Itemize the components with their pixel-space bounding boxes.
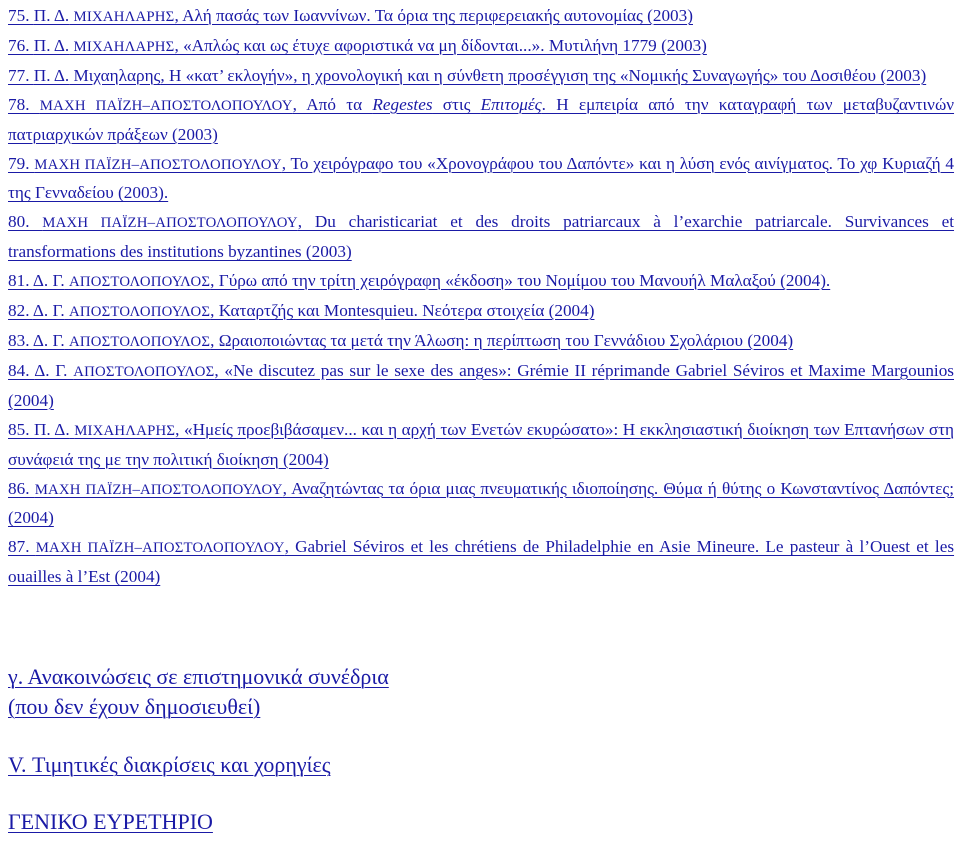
entry-title-italic: Regestes [372,94,433,114]
section-subheading-unpublished[interactable]: (που δεν έχουν δημοσιευθεί) [8,694,261,719]
entry-title: , «Ne discutez pas sur le sexe des anges»: Grémie II réprimande Gabriel Séviros et Maxime Margounios (2004) [8,360,954,410]
list-item[interactable] [8,2,954,32]
author-name: ΑΠΟΣΤΟΛΟΠΟΥΛΟΣ [68,333,211,350]
list-item[interactable] [8,533,954,592]
entry-title: , «Ημείς προεβιβάσαμεν... και η αρχή των Ενετών εκυρώσατο»: Η εκκλησιαστική διοίκηση των Επτανήσων στη συνάφειά της με την πολιτική διοίκηση (2004) [8,419,955,469]
entry-number: 82. [8,301,30,321]
entry-title: , Αναζητώντας τα όρια μιας πνευματικής ιδιοποίησης. Θύμα ή θύτης ο Κωνσταντίνος Δαπόντες; (2004) [8,478,954,528]
entry-title: , Το χειρόγραφο του «Χρονογράφου του Δαπόντε» και η λύση ενός αινίγματος. Το χφ Κυριαζή 4 της Γενναδείου (2003). [8,153,955,203]
entry-number: 85. [8,419,30,439]
list-item[interactable] [8,475,954,534]
list-item[interactable] [8,327,954,357]
entry-number: 81. [8,271,30,291]
publication-list [8,2,954,592]
author-name: ΑΠΟΣΤΟΛΟΠΟΥΛΟΣ [68,304,211,321]
entry-number: 75. [8,6,30,25]
list-item[interactable] [8,416,954,475]
author-name: ΜΙΧΑΗΛΑΡΗΣ [73,9,175,25]
author-name: ΜΙΧΑΗΛΑΡΗΣ [73,38,175,55]
author-initials: Π. Δ. [33,65,70,85]
entry-title: , Αλή πασάς των Ιωαννίνων. Τα όρια της περιφερειακής αυτονομίας (2003) [174,6,693,25]
entry-number: 83. [8,330,30,350]
list-item[interactable] [8,91,954,150]
author-name: ΜΑΧΗ ΠΑΪΖΗ–ΑΠΟΣΤΟΛΟΠΟΥΛΟΥ [39,97,293,114]
author-name: ΜΑΧΗ ΠΑΪΖΗ–ΑΠΟΣΤΟΛΟΠΟΥΛΟΥ [34,156,282,173]
author-name: ΜΑΧΗ ΠΑΪΖΗ–ΑΠΟΣΤΟΛΟΠΟΥΛΟΥ [34,481,283,498]
entry-title: , Καταρτζής και Montesquieu. Νεότερα στοιχεία (2004) [210,301,595,321]
list-item[interactable] [8,357,954,416]
entry-title: , Γύρω από την τρίτη χειρόγραφη «έκδοση» του Νομίμου του Μανουήλ Μαλαξού (2004). [210,271,831,291]
author-name: ΑΠΟΣΤΟΛΟΠΟΥΛΟΣ [68,274,211,291]
author-initials: Δ. Γ. [34,360,68,380]
section-heading-conference-talks[interactable]: γ. Ανακοινώσεις σε επιστημονικά συνέδρια [8,664,389,689]
entry-title: , Du charisticariat et des droits patriarcaux à l’exarchie patriarcale. Survivances et transformations des institutions byzantines (2003) [8,212,955,262]
entry-number: 77. [8,65,30,85]
author-initials: Π. Δ. [33,6,70,25]
author-name: ΜΑΧΗ ΠΑΪΖΗ–ΑΠΟΣΤΟΛΟΠΟΥΛΟΥ [42,215,298,232]
entry-title-italic: Επιτομές [480,94,542,114]
list-item[interactable] [8,297,954,327]
entry-title: στις [432,94,481,114]
entry-number: 84. [8,360,30,380]
author-initials: Π. Δ. [33,35,70,55]
author-initials: Δ. Γ. [32,301,65,321]
entry-title: , Ωραιοποιώντας τα μετά την Άλωση: η περίπτωση του Γεννάδιου Σχολάριου (2004) [210,330,794,350]
author-name: ΜΑΧΗ ΠΑΪΖΗ–ΑΠΟΣΤΟΛΟΠΟΥΛΟΥ [35,540,285,557]
entry-title: , «Απλώς και ως έτυχε αφοριστικά να μη δίδονται...». Μυτιλήνη 1779 (2003) [174,35,707,55]
entry-number: 76. [8,35,30,55]
author-initials: Δ. Γ. [32,330,65,350]
entry-title: . Η εμπειρία από την καταγραφή των μεταβυζαντινών πατριαρχικών πράξεων (2003) [8,94,955,144]
entry-title: , Gabriel Séviros et les chrétiens de Philadelphie en Asie Mineure. Le pasteur à l’Ouest et les ouailles à l’Est (2004) [8,537,955,587]
section-heading-awards[interactable]: V. Τιμητικές διακρίσεις και χορηγίες [8,752,331,777]
entry-number: 80. [8,212,30,232]
entry-title: , Από τα [292,94,373,114]
entry-number: 86. [8,478,30,498]
entry-number: 78. [8,94,30,114]
author-name: ΜΙΧΑΗΛΑΡΗΣ [74,422,176,439]
entry-number: 87. [8,537,30,557]
entry-title: , Η «κατ’ εκλογήν», η χρονολογική και η σύνθετη προσέγγιση της «Νομικής Συναγωγής» του Δοσιθέου (2003) [160,65,927,85]
author-name: Μιχαηλαρης [73,65,161,85]
list-item[interactable] [8,150,954,209]
list-item[interactable] [8,62,954,91]
author-initials: Δ. Γ. [32,271,65,291]
section-heading-general-index[interactable]: ΓΕΝΙΚΟ ΕΥΡΕΤΗΡΙΟ [8,809,213,834]
list-item[interactable] [8,32,954,62]
author-initials: Π. Δ. [34,419,70,439]
author-name: ΑΠΟΣΤΟΛΟΠΟΥΛΟΣ [73,363,215,380]
list-item[interactable] [8,267,954,297]
list-item[interactable] [8,208,954,267]
entry-number: 79. [8,153,30,173]
